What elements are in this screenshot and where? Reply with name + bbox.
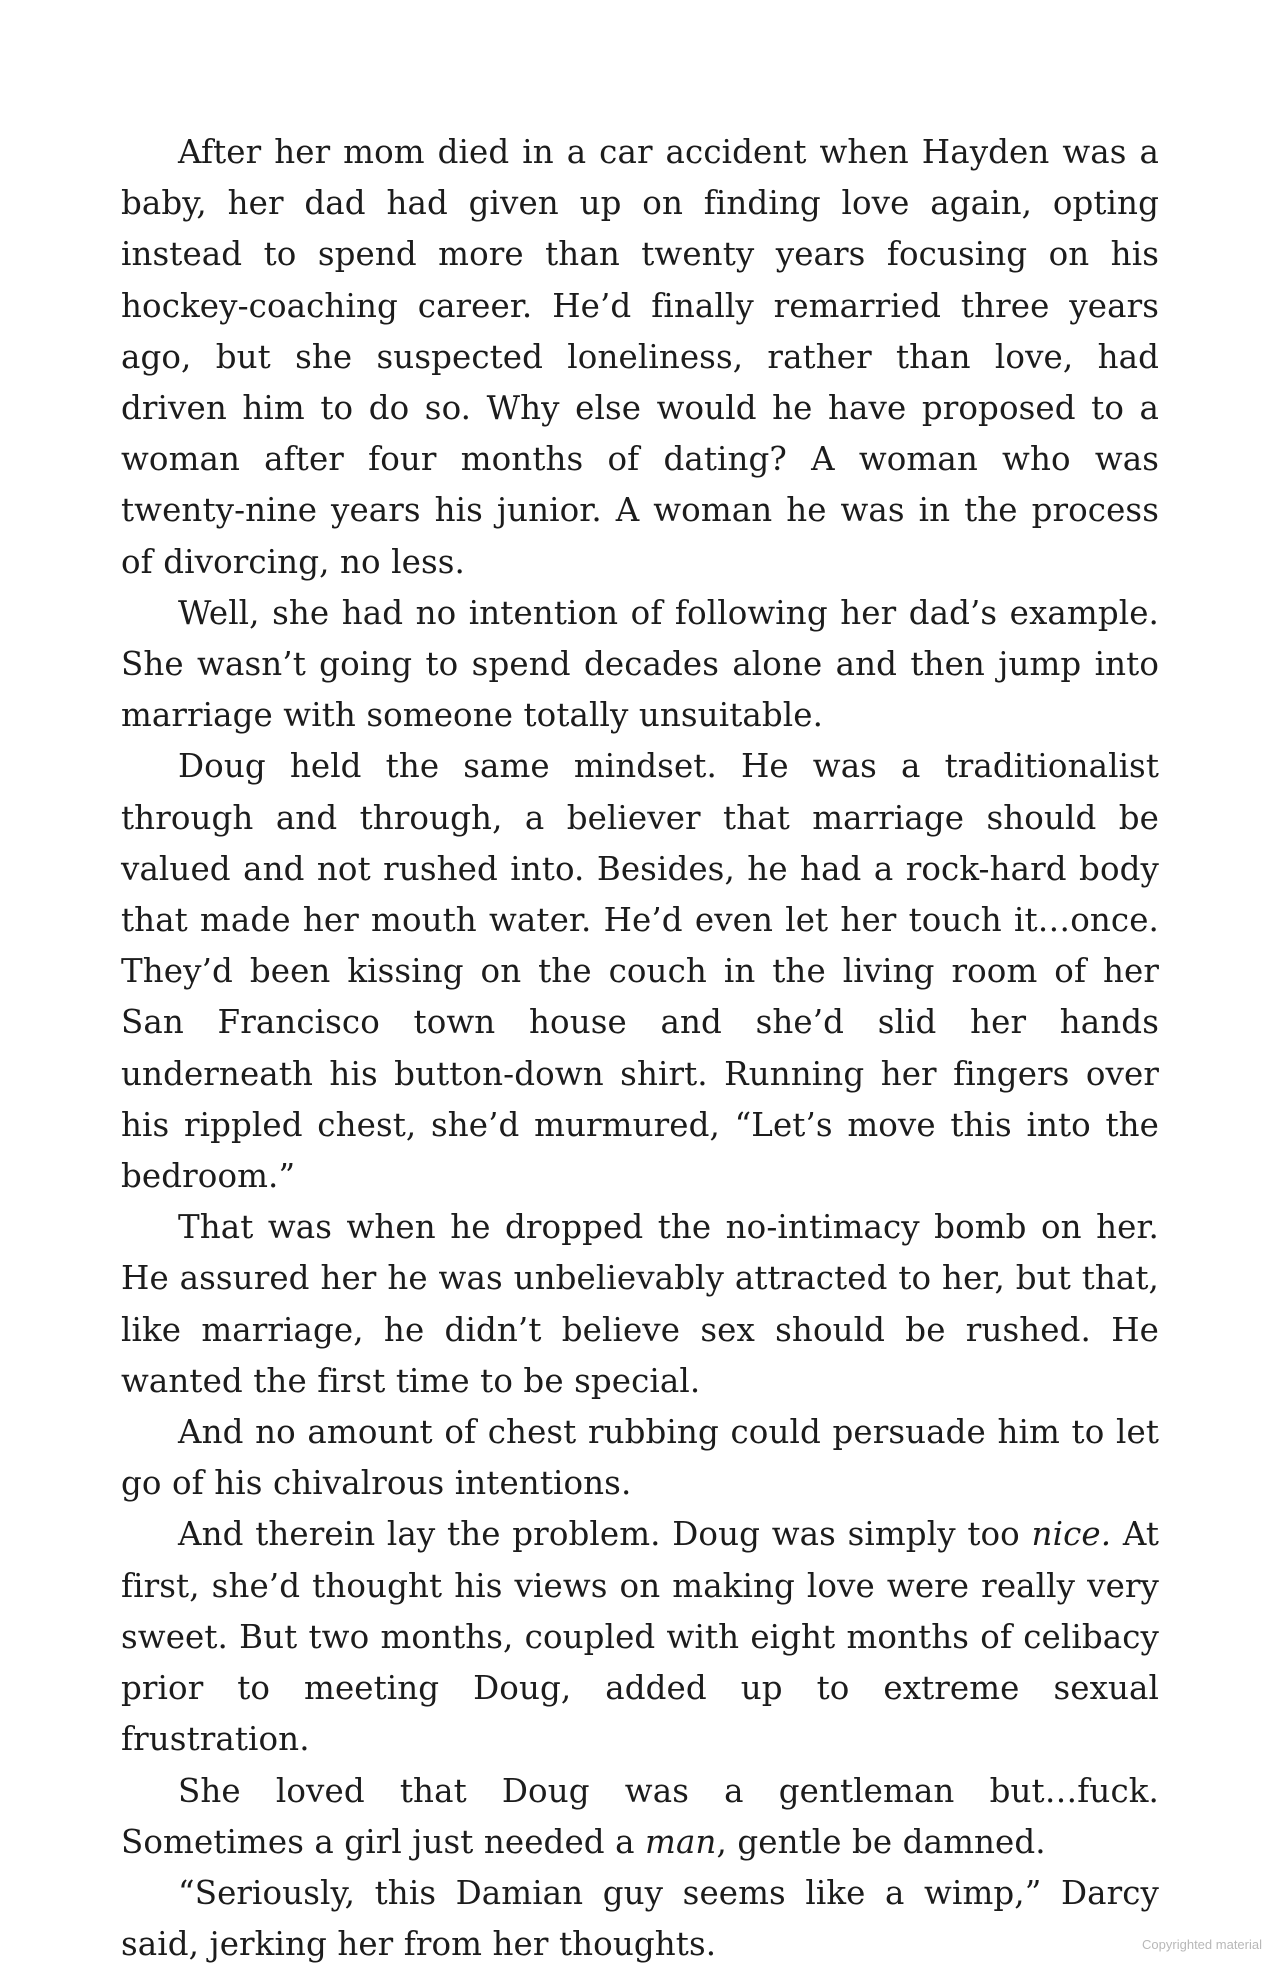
paragraph-7-text-a: She loved that Doug was a gentleman but…fuck. Sometimes a girl just needed a bbox=[121, 1771, 1159, 1861]
paragraph-5-text: And no amount of chest rubbing could persuade him to let go of his chivalrous intentions. bbox=[121, 1413, 1159, 1503]
paragraph-7 bbox=[121, 1766, 1159, 1868]
paragraph-3-text: Doug held the same mindset. He was a traditionalist through and through, a believer that marriage should be valued and not rushed into. Besides, he had a rock-hard body that made her mouth water. He’d even let her touch it…once. They’d been kissing on the couch in the living room of her San Francisco town house and she’d slid her hands underneath his button-down shirt. Running her fingers over his rippled chest, she’d murmured, “Let’s move this into the bedroom.” bbox=[121, 747, 1159, 1196]
paragraph-1 bbox=[121, 127, 1159, 588]
paragraph-3 bbox=[121, 741, 1159, 1202]
paragraph-7-emphasis: man bbox=[645, 1822, 717, 1861]
paragraph-6-text-b: At first, she’d thought his views on making love were really very sweet. But two months, coupled with eight months of celibacy prior to meeting Doug, added up to extreme sexual frustration. bbox=[121, 1515, 1159, 1759]
paragraph-8 bbox=[121, 1868, 1159, 1970]
paragraph-6 bbox=[121, 1509, 1159, 1765]
copyright-notice: Copyrighted material bbox=[1142, 1937, 1262, 1952]
paragraph-4 bbox=[121, 1202, 1159, 1407]
paragraph-1-text: After her mom died in a car accident when Hayden was a baby, her dad had given up on finding love again, opting instead to spend more than twenty years focusing on his hockey-coaching career. He’d finally remarried three years ago, but she suspected loneliness, rather than love, had driven him to do so. Why else would he have proposed to a woman after four months of dating? A woman who was twenty-nine years his junior. A woman he was in the process of divorcing, no less. bbox=[121, 133, 1159, 581]
paragraph-4-text: That was when he dropped the no-intimacy bomb on her. He assured her he was unbelievably attracted to her, but that, like marriage, he didn’t believe sex should be rushed. He wanted the first time to be special. bbox=[121, 1208, 1159, 1400]
paragraph-8-text: “Seriously, this Damian guy seems like a wimp,” Darcy said, jerking her from her thoughts. bbox=[121, 1873, 1159, 1964]
paragraph-2-text: Well, she had no intention of following her dad’s example. She wasn’t going to spend decades alone and then jump into marriage with someone totally unsuitable. bbox=[121, 593, 1159, 735]
body-text bbox=[121, 127, 1159, 1970]
paragraph-5 bbox=[121, 1407, 1159, 1509]
paragraph-2 bbox=[121, 588, 1159, 742]
paragraph-6-emphasis: nice. bbox=[1031, 1515, 1112, 1554]
paragraph-6-text-a: And therein lay the problem. Doug was simply too bbox=[178, 1515, 1032, 1554]
paragraph-7-text-b: , gentle be damned. bbox=[716, 1822, 1046, 1861]
